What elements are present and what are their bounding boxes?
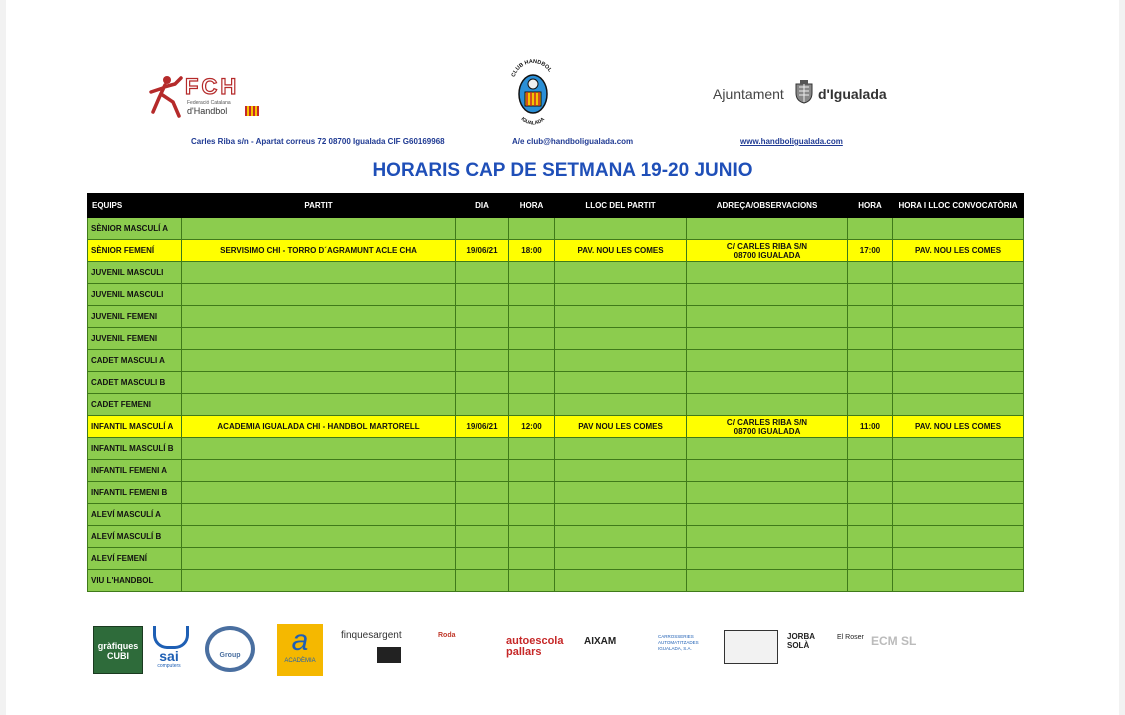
cell-hora-convocatoria: [848, 526, 893, 548]
table-row: [88, 394, 1024, 416]
cell-lloc: [555, 284, 687, 306]
cell-lloc: [555, 394, 687, 416]
cell-hora-convocatoria: [848, 328, 893, 350]
cell-lloc-convocatoria: [893, 438, 1024, 460]
table-row: [88, 328, 1024, 350]
cell-hora-convocatoria: [848, 350, 893, 372]
cell-equip: INFANTIL FEMENI A: [88, 460, 182, 482]
sponsor-aixam-logo: AIXAM: [584, 636, 617, 647]
academia-a-icon: a: [291, 624, 309, 657]
cell-equip: SÈNIOR FEMENÍ: [88, 240, 182, 262]
cell-hora-convocatoria: [848, 262, 893, 284]
table-row: [88, 482, 1024, 504]
cell-lloc: [555, 526, 687, 548]
club-address: Carles Riba s/n - Apartat correus 72 08700 Igualada CIF G60169968: [191, 137, 445, 146]
sponsor-sai-logo: sai computers: [153, 626, 185, 676]
cell-lloc: [555, 328, 687, 350]
igualada-text: d'Igualada: [818, 86, 887, 102]
club-logo-bottom-text: IGUALADA: [519, 116, 546, 126]
column-header-dia: DIA: [456, 194, 509, 218]
cell-lloc-convocatoria: [893, 526, 1024, 548]
cell-hora: [509, 394, 555, 416]
cell-equip: INFANTIL MASCULÍ A: [88, 416, 182, 438]
cell-lloc: [555, 372, 687, 394]
cell-hora-convocatoria: 17:00: [848, 240, 893, 262]
cell-partit: [182, 262, 456, 284]
sponsor-carrosseries-logo: CARROSSERIES AUTOMATITZADES IGUALADA, S.A.: [658, 634, 699, 651]
cell-hora: [509, 350, 555, 372]
catalan-flag-icon: [245, 106, 259, 116]
sponsor-finques-logo: finquesargent: [341, 630, 427, 670]
cell-hora-convocatoria: [848, 372, 893, 394]
column-header-hora-convocatoria: HORA: [848, 194, 893, 218]
table-row: [88, 218, 1024, 240]
cell-partit: [182, 394, 456, 416]
cell-hora: [509, 306, 555, 328]
cell-hora: [509, 438, 555, 460]
schedule-table: [87, 193, 1024, 592]
cell-partit: [182, 306, 456, 328]
cell-lloc-convocatoria: [893, 570, 1024, 592]
cell-partit: [182, 482, 456, 504]
cell-equip: CADET MASCULI B: [88, 372, 182, 394]
cell-lloc: [555, 504, 687, 526]
cell-adreca: [687, 372, 848, 394]
cell-hora: [509, 504, 555, 526]
cell-equip: JUVENIL FEMENI: [88, 328, 182, 350]
cell-hora: [509, 482, 555, 504]
cell-hora: [509, 262, 555, 284]
cell-partit: [182, 372, 456, 394]
cell-lloc-convocatoria: [893, 504, 1024, 526]
cell-hora: [509, 328, 555, 350]
table-row: [88, 460, 1024, 482]
cell-hora-convocatoria: [848, 284, 893, 306]
fch-logo: [145, 72, 265, 118]
cell-hora-convocatoria: 11:00: [848, 416, 893, 438]
club-website-link[interactable]: www.handboligualada.com: [740, 137, 843, 146]
cell-equip: JUVENIL MASCULI: [88, 262, 182, 284]
cell-lloc-convocatoria: [893, 394, 1024, 416]
cell-lloc: [555, 262, 687, 284]
cell-dia: [456, 284, 509, 306]
cell-lloc-convocatoria: PAV. NOU LES COMES: [893, 416, 1024, 438]
cell-adreca: [687, 526, 848, 548]
cell-adreca: [687, 460, 848, 482]
table-row: [88, 372, 1024, 394]
cell-hora: [509, 570, 555, 592]
table-row: [88, 284, 1024, 306]
table-row: [88, 416, 1024, 438]
cell-equip: SÈNIOR MASCULÍ A: [88, 218, 182, 240]
cell-equip: VIU L'HANDBOL: [88, 570, 182, 592]
cell-dia: [456, 482, 509, 504]
cell-adreca: [687, 240, 848, 262]
table-row: [88, 350, 1024, 372]
cell-equip: ALEVÍ MASCULÍ B: [88, 526, 182, 548]
table-row: [88, 438, 1024, 460]
cell-adreca: [687, 482, 848, 504]
sponsors-strip: [93, 622, 923, 682]
cell-lloc-convocatoria: [893, 372, 1024, 394]
cell-lloc-convocatoria: [893, 328, 1024, 350]
column-header-partit: PARTIT: [182, 194, 456, 218]
cell-adreca: [687, 438, 848, 460]
cell-equip: CADET MASCULI A: [88, 350, 182, 372]
cell-adreca: [687, 416, 848, 438]
cell-hora-convocatoria: [848, 460, 893, 482]
sponsor-autoescola-logo: autoescola pallars: [506, 635, 564, 658]
adreca-line-1: C/ CARLES RIBA S/N: [726, 241, 808, 251]
cell-dia: [456, 548, 509, 570]
table-header-row: [88, 194, 1024, 218]
sponsor-roda-logo: Roda: [438, 632, 456, 639]
cell-dia: [456, 438, 509, 460]
ajuntament-igualada-logo: [713, 80, 903, 108]
cell-hora-convocatoria: [848, 570, 893, 592]
cell-dia: [456, 372, 509, 394]
cell-lloc-convocatoria: [893, 350, 1024, 372]
column-header-hora: HORA: [509, 194, 555, 218]
cell-partit: [182, 570, 456, 592]
cell-adreca: [687, 350, 848, 372]
cell-hora-convocatoria: [848, 482, 893, 504]
sponsor-cubi-logo: gràfiques CUBI: [93, 626, 143, 674]
cell-dia: [456, 218, 509, 240]
svg-text:IGUALADA: [520, 116, 547, 126]
cell-hora-convocatoria: [848, 306, 893, 328]
cell-equip: INFANTIL MASCULÍ B: [88, 438, 182, 460]
cell-dia: [456, 306, 509, 328]
cell-lloc: [555, 438, 687, 460]
table-row: [88, 504, 1024, 526]
cell-lloc-convocatoria: [893, 218, 1024, 240]
column-header-lloc: LLOC DEL PARTIT: [555, 194, 687, 218]
adreca-line-1: C/ CARLES RIBA S/N: [726, 417, 808, 427]
cell-dia: 19/06/21: [456, 416, 509, 438]
cell-partit: [182, 460, 456, 482]
adreca-line-2: 08700 IGUALADA: [733, 250, 801, 260]
cell-equip: ALEVÍ FEMENÍ: [88, 548, 182, 570]
cell-hora: [509, 218, 555, 240]
cell-lloc: [555, 460, 687, 482]
column-header-equips: EQUIPS: [88, 194, 182, 218]
cell-lloc: [555, 482, 687, 504]
cell-lloc: [555, 306, 687, 328]
cell-hora: [509, 372, 555, 394]
cell-hora: [509, 460, 555, 482]
cell-dia: [456, 460, 509, 482]
cell-equip: CADET FEMENI: [88, 394, 182, 416]
column-header-adreca: ADREÇA/OBSERVACIONS: [687, 194, 848, 218]
cell-adreca: [687, 548, 848, 570]
cell-lloc: PAV. NOU LES COMES: [555, 240, 687, 262]
cell-hora-convocatoria: [848, 548, 893, 570]
cell-hora: [509, 526, 555, 548]
cell-partit: [182, 438, 456, 460]
cell-dia: [456, 350, 509, 372]
cell-equip: INFANTIL FEMENI B: [88, 482, 182, 504]
cell-lloc-convocatoria: [893, 460, 1024, 482]
sponsor-generic-logo: [724, 630, 778, 664]
cell-lloc: [555, 570, 687, 592]
cell-equip: JUVENIL FEMENI: [88, 306, 182, 328]
cell-hora-convocatoria: [848, 504, 893, 526]
club-logo-top-text: CLUB HANDBOL: [510, 58, 553, 78]
cell-lloc: [555, 350, 687, 372]
cell-lloc-convocatoria: PAV. NOU LES COMES: [893, 240, 1024, 262]
cell-dia: [456, 570, 509, 592]
fch-letters: FCH: [185, 74, 240, 99]
table-row: [88, 262, 1024, 284]
cell-hora: [509, 284, 555, 306]
cell-equip: JUVENIL MASCULI: [88, 284, 182, 306]
cell-lloc: PAV NOU LES COMES: [555, 416, 687, 438]
cell-lloc-convocatoria: [893, 262, 1024, 284]
cell-lloc: [555, 548, 687, 570]
cell-partit: [182, 548, 456, 570]
table-row: [88, 570, 1024, 592]
cell-hora: 18:00: [509, 240, 555, 262]
cell-partit: [182, 284, 456, 306]
cell-dia: 19/06/21: [456, 240, 509, 262]
cell-adreca: [687, 284, 848, 306]
cell-partit: SERVISIMO CHI - TORRO D´AGRAMUNT ACLE CHA: [182, 240, 456, 262]
cell-adreca: [687, 306, 848, 328]
cell-equip: ALEVÍ MASCULÍ A: [88, 504, 182, 526]
cell-lloc-convocatoria: [893, 284, 1024, 306]
fch-subtitle: Federació Catalana: [187, 100, 231, 106]
cell-adreca: [687, 218, 848, 240]
cell-partit: [182, 350, 456, 372]
cell-hora: 12:00: [509, 416, 555, 438]
table-row: [88, 306, 1024, 328]
club-email[interactable]: A/e club@handboligualada.com: [512, 137, 634, 146]
sai-u-icon: [153, 626, 189, 649]
column-header-lloc-convocatoria: HORA I LLOC CONVOCATÒRIA: [893, 194, 1024, 218]
sponsor-group-logo: Group: [205, 626, 255, 672]
cell-lloc-convocatoria: [893, 548, 1024, 570]
cell-dia: [456, 526, 509, 548]
cell-lloc-convocatoria: [893, 306, 1024, 328]
cell-dia: [456, 328, 509, 350]
cell-adreca: [687, 262, 848, 284]
cell-adreca: [687, 504, 848, 526]
cell-partit: [182, 328, 456, 350]
sponsor-roser-logo: El Roser: [837, 634, 864, 641]
finques-icon: [377, 647, 401, 663]
cell-adreca: [687, 570, 848, 592]
sponsor-ecm-logo: ECM SL: [871, 634, 917, 648]
cell-dia: [456, 394, 509, 416]
cell-hora-convocatoria: [848, 394, 893, 416]
sponsor-academia-logo: a ACADÈMIA: [277, 624, 323, 676]
cell-lloc-convocatoria: [893, 482, 1024, 504]
coat-of-arms-icon: [793, 80, 815, 104]
cell-lloc: [555, 218, 687, 240]
cell-partit: ACADEMIA IGUALADA CHI - HANDBOL MARTORELL: [182, 416, 456, 438]
cell-hora-convocatoria: [848, 218, 893, 240]
cell-partit: [182, 526, 456, 548]
cell-hora: [509, 548, 555, 570]
cell-partit: [182, 504, 456, 526]
cell-dia: [456, 504, 509, 526]
handball-player-icon: [145, 72, 185, 118]
fch-subtitle-2: d'Handbol: [187, 106, 228, 116]
club-handbol-igualada-logo: [508, 56, 558, 126]
table-row: [88, 526, 1024, 548]
cell-adreca: [687, 328, 848, 350]
cell-adreca: [687, 394, 848, 416]
cell-partit: [182, 218, 456, 240]
cell-hora-convocatoria: [848, 438, 893, 460]
sponsor-jorba-logo: JORBA SOLÀ: [787, 632, 815, 650]
cell-dia: [456, 262, 509, 284]
ajuntament-text: Ajuntament: [713, 86, 784, 102]
table-row: [88, 548, 1024, 570]
table-row: [88, 240, 1024, 262]
adreca-line-2: 08700 IGUALADA: [733, 426, 801, 436]
page-title: HORARIS CAP DE SETMANA 19-20 JUNIO: [372, 160, 753, 181]
